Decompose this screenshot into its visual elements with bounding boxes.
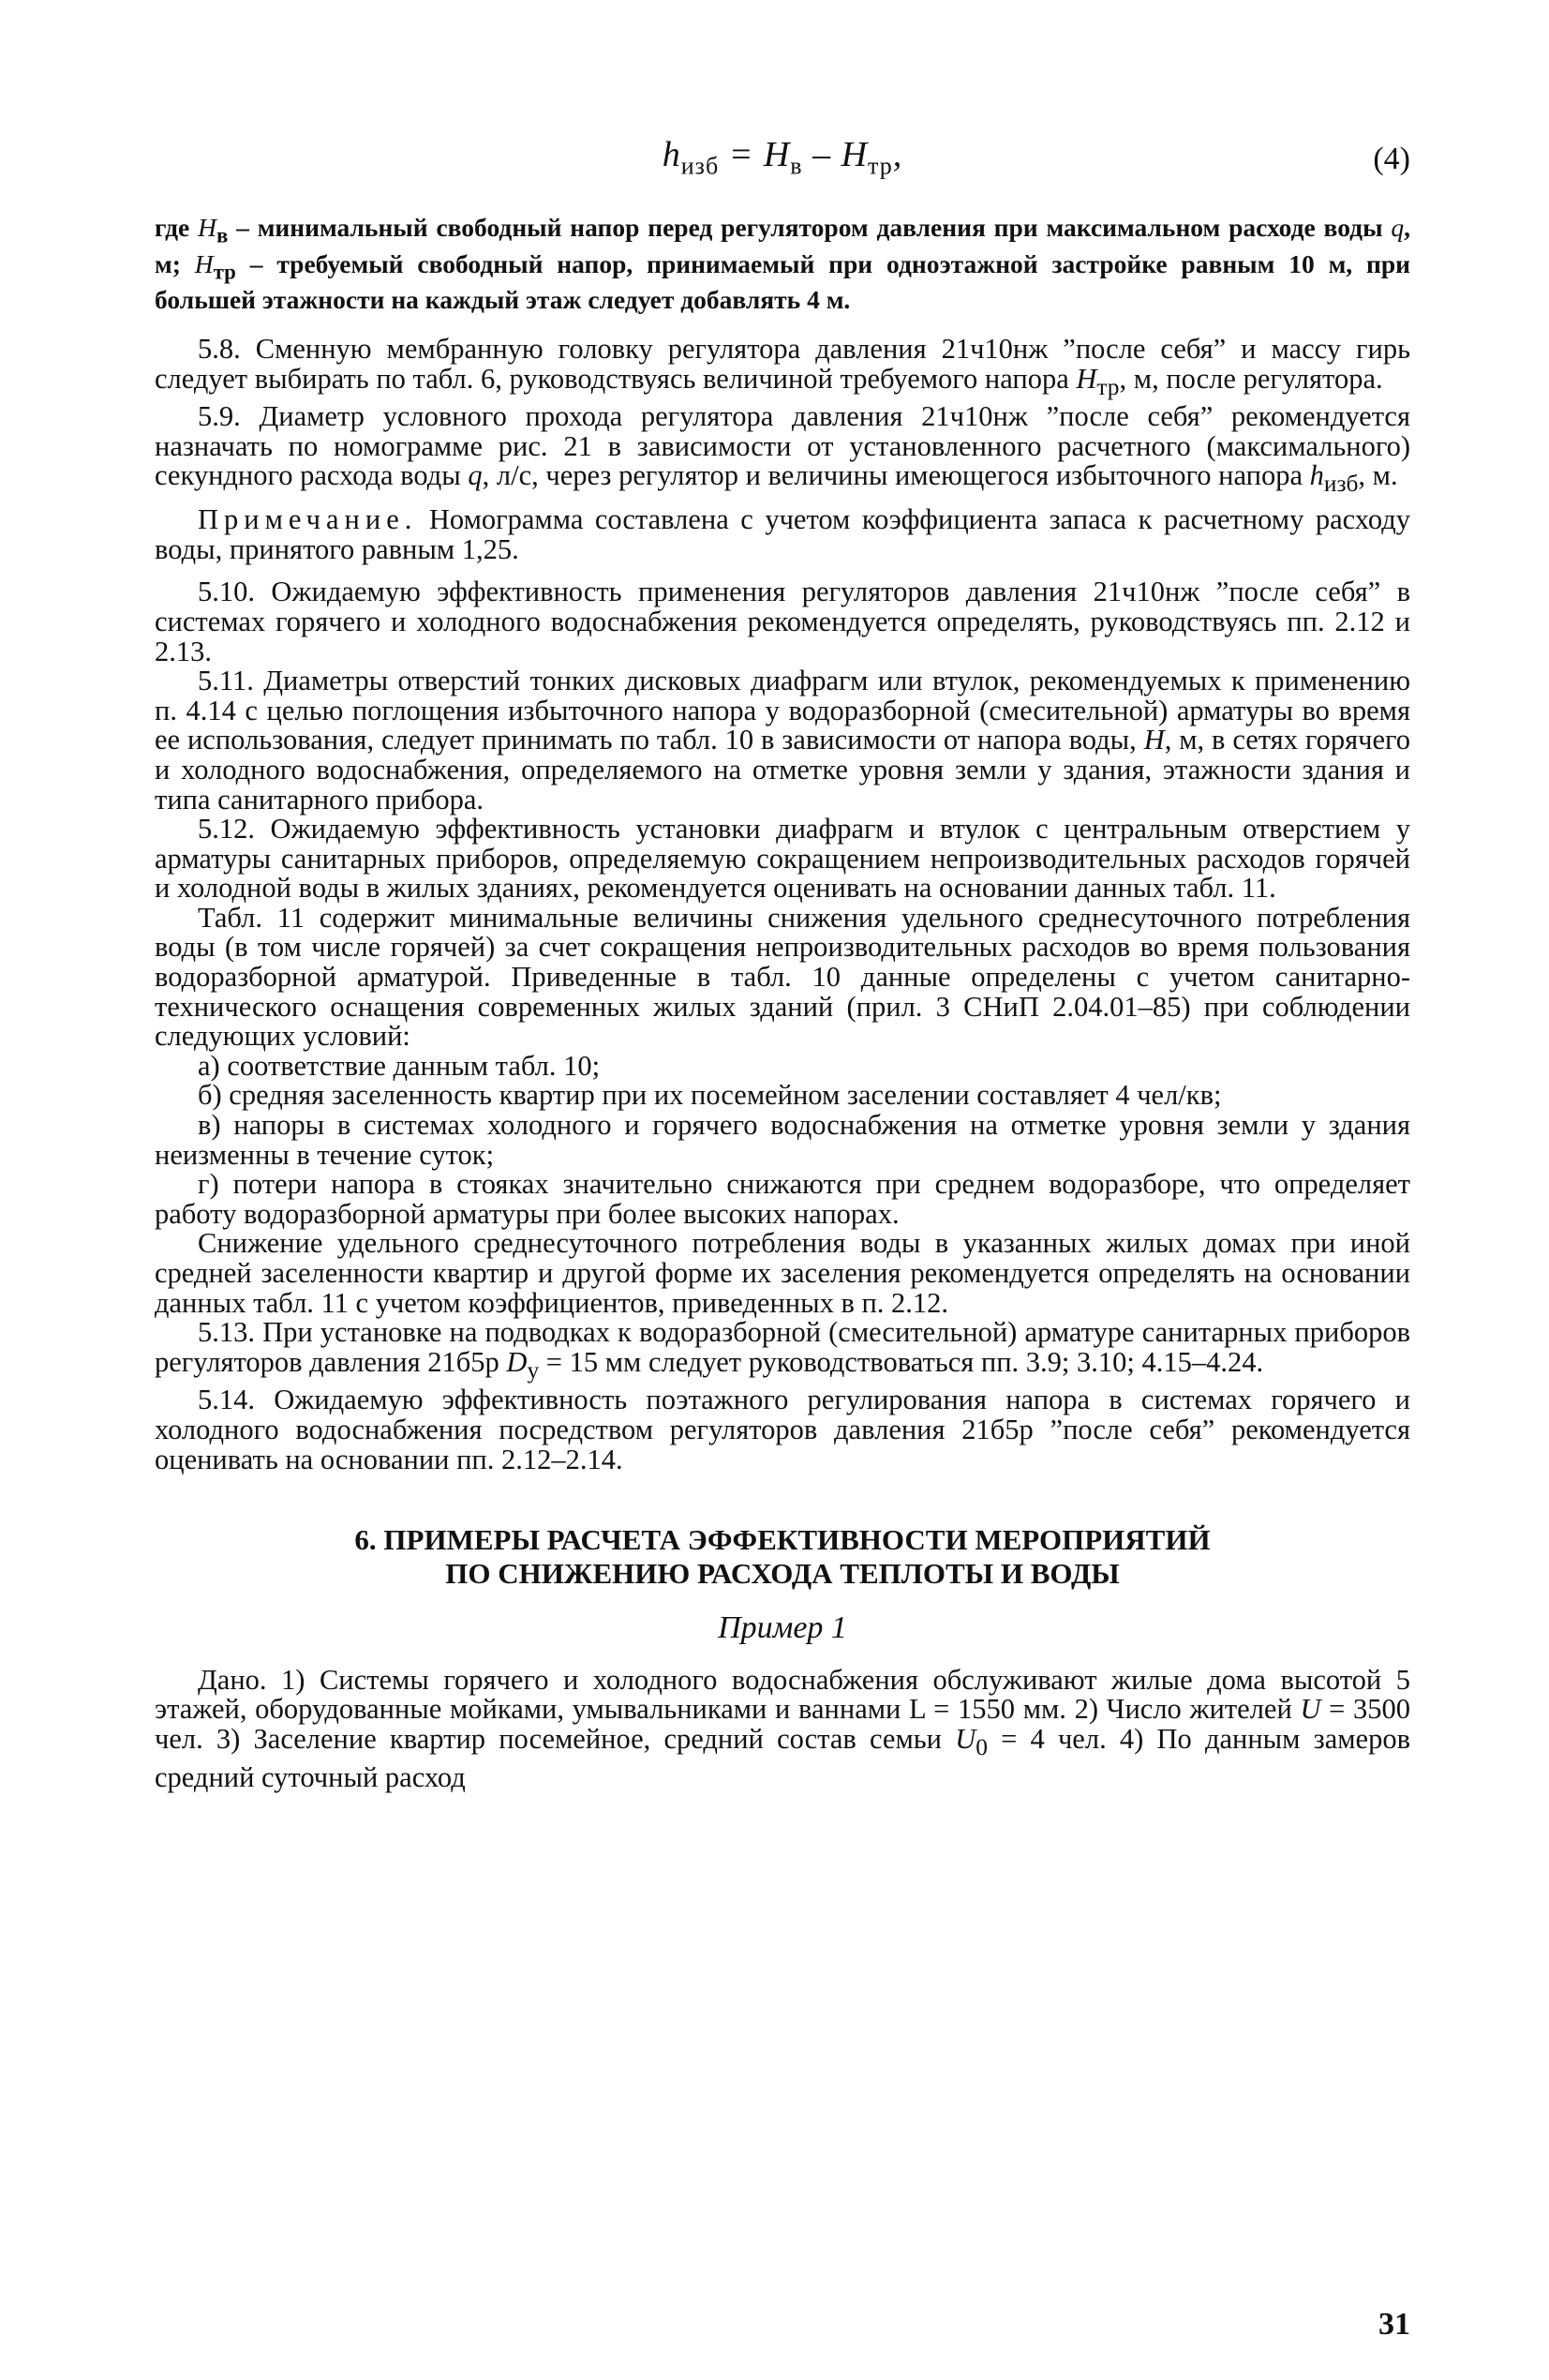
formula-explanation — [155, 214, 1410, 314]
subscript: в — [216, 223, 229, 247]
text-run: – требуемый свободный напор, принимаемый при одноэтажной застройке равным 10 м, при большей этажности на каждый этаж следует добавлять 4 м. — [155, 248, 1410, 314]
symbol: H — [194, 248, 214, 278]
paragraph-5-9 — [155, 402, 1410, 500]
formula-symbol: H — [763, 135, 791, 174]
formula-expression — [155, 135, 1410, 181]
formula-subscript: тр — [868, 152, 893, 180]
text-run: 5.8. Сменную мембранную головку регулятора давления 21ч10нж ”после себя” и массу гирь следует выбирать по табл. 6, руководствуясь величиной требуемого напора — [155, 333, 1410, 395]
section-heading-line: ПО СНИЖЕНИЮ РАСХОДА ТЕПЛОТЫ И ВОДЫ — [445, 1557, 1120, 1591]
symbol: H — [198, 213, 216, 242]
text-run: где — [155, 213, 199, 242]
equation-number: (4) — [1373, 142, 1410, 176]
note — [155, 505, 1410, 564]
note-label: Примечание. — [198, 503, 418, 536]
page-body — [155, 135, 1411, 1793]
paragraph-reduction: Снижение удельного среднесуточного потребления воды в указанных жилых домах при иной средней заселенности квартир и другой форме их заселения рекомендуется определять на основании данных табл. 11 с учетом коэффициентов, приведенных в п. 2.12. — [155, 1227, 1410, 1319]
text-run: = 3500 чел. 3) Заселение квартир посемейное, средний состав семьи — [155, 1693, 1410, 1756]
text-run: 5.11. Диаметры отверстий тонких дисковых диафрагм или втулок, рекомендуемых к применению п. 4.14 с целью поглощения избыточного напора у водоразборной (смесительной) арматуры во время ее использования, следует принимать по табл. 10 в зависимости от напора воды, — [155, 665, 1410, 756]
text-run: Дано. 1) Системы горячего и холодного водоснабжения обслуживают жилые дома высотой 5 этажей, оборудованные мойками, умывальниками и ваннами L = 1550 мм. 2) Число жителей — [155, 1663, 1410, 1726]
subscript: тр — [1096, 373, 1120, 400]
formula-4 — [155, 135, 1410, 193]
text-run: , м, после регулятора. — [1119, 362, 1383, 395]
text-run: 5.9. Диаметр условного прохода регулятора давления 21ч10нж ”после себя” рекомендуется назначать по номограмме рис. 21 в зависимости от установленного расчетного (максимального) секундного расхода воды — [155, 400, 1410, 492]
formula-symbol: h — [662, 135, 681, 174]
example-title: Пример 1 — [718, 1610, 847, 1646]
text-run: , м. — [1358, 459, 1398, 492]
section-heading — [155, 1523, 1410, 1591]
symbol: H — [1143, 724, 1165, 756]
text-run: , м; — [155, 213, 1410, 278]
paragraph-5-13 — [155, 1318, 1410, 1385]
condition-v: в) напоры в системах холодного и горячего водоснабжения на отметке уровня земли у здания неизменны в течение суток; — [155, 1109, 1410, 1171]
paragraph-5-11 — [155, 666, 1410, 815]
formula-subscript: изб — [680, 152, 720, 180]
paragraph-5-8 — [155, 335, 1410, 402]
subscript: изб — [1323, 471, 1359, 498]
condition-g: г) потери напора в стояках значительно снижаются при среднем водоразборе, что определяет работу водоразборной арматуры при более высоких напорах. — [155, 1168, 1410, 1230]
subscript: 0 — [976, 1734, 988, 1761]
subscript: у — [527, 1356, 540, 1384]
note-text: Номограмма составлена с учетом коэффициента запаса к расчетному расходу воды, принятого равным 1,25. — [155, 503, 1410, 565]
symbol: D — [506, 1345, 528, 1378]
text-run: = 4 чел. 4) По данным замеров средний суточный расход — [155, 1723, 1410, 1793]
paragraph-given — [155, 1663, 1410, 1793]
formula-symbol: H — [841, 135, 869, 174]
formula-punct: , — [892, 135, 903, 174]
symbol: h — [1309, 459, 1324, 492]
formula-operator: = — [728, 135, 754, 174]
formula-subscript: в — [790, 152, 803, 180]
text-run: 5.13. При установке на подводках к водоразборной (смесительной) арматуре санитарных приборов регуляторов давления 21б5р — [155, 1316, 1410, 1378]
symbol: U — [955, 1723, 976, 1756]
text-run: – минимальный свободный напор перед регулятором давления при максимальном расходе воды — [228, 213, 1392, 242]
condition-a: а) соответствие данным табл. 10; — [198, 1049, 601, 1082]
symbol: U — [1300, 1693, 1321, 1726]
formula-operator: – — [812, 135, 832, 174]
section-heading-line: 6. ПРИМЕРЫ РАСЧЕТА ЭФФЕКТИВНОСТИ МЕРОПРИЯТИЙ — [354, 1523, 1211, 1557]
text-run: , м, в сетях горячего и холодного водоснабжения, определяемого на отметке уровня земли у здания, этажности здания и типа санитарного прибора. — [155, 724, 1411, 816]
paragraph-5-14: 5.14. Ожидаемую эффективность поэтажного регулирования напора в системах горячего и холодного водоснабжения посредством регуляторов давления 21б5р ”после себя” рекомендуется оценивать на основании пп. 2.12–2.14. — [155, 1384, 1410, 1475]
paragraph-table-11: Табл. 11 содержит минимальные величины снижения удельного среднесуточного потребления воды (в том числе горячей) за счет сокращения непроизводительных расходов во время пользования водоразборной арматурой. Приведенные в табл. 10 данные определены с учетом санитарно-технического оснащения современных жилых зданий (прил. 3 СНиП 2.04.01–85) при соблюдении следующих условий: — [155, 901, 1410, 1053]
subscript: тр — [213, 260, 236, 283]
symbol: q — [1391, 213, 1405, 242]
paragraph-5-12: 5.12. Ожидаемую эффективность установки диафрагм и втулок с центральным отверстием у арматуры санитарных приборов, определяемую сокращением непроизводительных расходов горячей и холодной воды в жилых зданиях, рекомендуется оценивать на основании данных табл. 11. — [155, 813, 1410, 905]
paragraph-5-10: 5.10. Ожидаемую эффективность применения регуляторов давления 21ч10нж ”после себя” в системах горячего и холодного водоснабжения рекомендуется определять, руководствуясь пп. 2.12 и 2.13. — [155, 576, 1410, 667]
text-run: , л/с, через регулятор и величины имеющегося избыточного напора — [482, 459, 1310, 492]
condition-b: б) средняя заселенность квартир при их посемейном заселении составляет 4 чел/кв; — [198, 1079, 1222, 1112]
symbol: q — [468, 459, 483, 492]
page-number: 31 — [1378, 2307, 1410, 2342]
text-run: = 15 мм следует руководствоваться пп. 3.9; 3.10; 4.15–4.24. — [539, 1345, 1264, 1378]
symbol: H — [1076, 362, 1097, 395]
